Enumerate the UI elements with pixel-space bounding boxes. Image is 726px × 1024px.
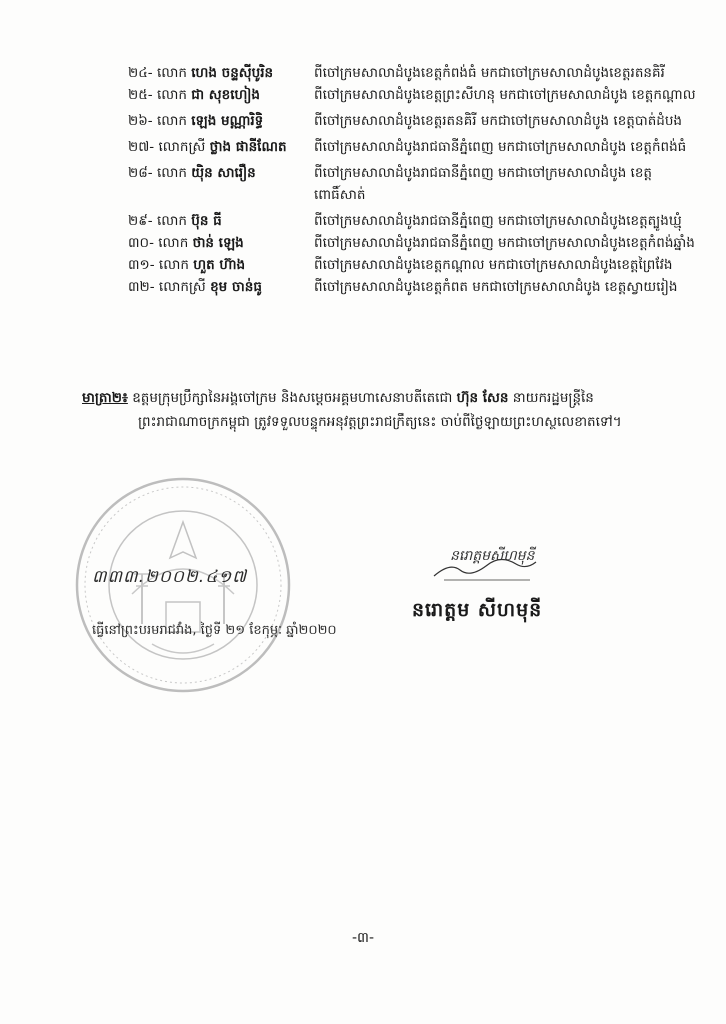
person-name: ថ្លាង ផានីណែត — [209, 139, 287, 155]
list-item: ៣០- លោក ថាន់ ឡេង ពីចៅក្រមសាលាដំបូងរាជធានីភ្នំពេញ មកជាចៅក្រមសាលាដំបូងខេត្តកំពង់ឆ្នាំង — [128, 232, 700, 254]
person-name: ប៊ុន ធី — [191, 213, 222, 229]
list-item: ២៧- លោកស្រី ថ្លាង ផានីណែត ពីចៅក្រមសាលាដំបូងរាជធានីភ្នំពេញ មកជាចៅក្រមសាលាដំបូង ខេត្តកំពង់ធំ — [128, 136, 700, 158]
assignment-text: ពីចៅក្រមសាលាដំបូងខេត្តកំពត មកជាចៅក្រមសាលាដំបូង ខេត្តស្វាយរៀង — [314, 279, 678, 295]
person-name: ហួត ហ៊ាង — [193, 257, 246, 273]
assignment-text: ពីចៅក្រមសាលាដំបូងខេត្តកំពង់ធំ មកជាចៅក្រមសាលាដំបូងខេត្តរតនគិរី — [314, 65, 665, 81]
assignment-text: ពីចៅក្រមសាលាដំបូងខេត្តកណ្តាល មកជាចៅក្រមសាលាដំបូងខេត្តព្រៃវែង — [314, 257, 673, 273]
list-item: ២៤- លោក ហេង ចន្ទសុីបូរិន ពីចៅក្រមសាលាដំបូងខេត្តកំពង់ធំ មកជាចៅក្រមសាលាដំបូងខេត្តរតនគិរី — [128, 62, 700, 84]
article-line-2: ព្រះរាជាណាចក្រកម្ពុជា ត្រូវទទួលបន្ទុកអនុវត្តព្រះរាជក្រឹត្យនេះ ចាប់ពីថ្ងៃឡាយព្រះហស្ថលេខាតទៅ។ — [138, 414, 622, 430]
signature-handwriting: នរោត្តមសីហមុនី — [450, 548, 535, 564]
person-name: ហេង ចន្ទសុីបូរិន — [191, 65, 274, 81]
list-item: ២៩- លោក ប៊ុន ធី ពីចៅក្រមសាលាដំបូងរាជធានីភ្នំពេញ មកជាចៅក្រមសាលាដំបូងខេត្តត្បូងឃ្មុំ — [128, 210, 700, 232]
handwritten-seal-reference: ៣៣៣.២០០២.៤១៧ — [92, 567, 248, 587]
assignment-text: ពីចៅក្រមសាលាដំបូងរាជធានីភ្នំពេញ មកជាចៅក្រមសាលាដំបូង ខេត្តពោធិ៍សាត់ — [314, 165, 652, 203]
list-item: ៣១- លោក ហួត ហ៊ាង ពីចៅក្រមសាលាដំបូងខេត្តកណ្តាល មកជាចៅក្រមសាលាដំបូងខេត្តព្រៃវែង — [128, 254, 700, 276]
place-and-date: ធ្វើនៅព្រះបរមរាជវាំង, ថ្ងៃទី ២១ ខែកុម្ភៈ ឆ្នាំ២០២០ — [92, 623, 337, 638]
page-number: -៣- — [351, 930, 375, 946]
signer-name: នរោត្តម សីហមុនី — [412, 599, 543, 621]
list-item: ២៥- លោក ជា សុខហៀង ពីចៅក្រមសាលាដំបូងខេត្តព្រះសីហនុ មកជាចៅក្រមសាលាដំបូង ខេត្តកណ្តាល — [128, 84, 700, 106]
person-name: ថាន់ ឡេង — [192, 235, 244, 251]
person-name: យុិន សារឿន — [191, 165, 256, 181]
assignment-text: ពីចៅក្រមសាលាដំបូងខេត្តរតនគិរី មកជាចៅក្រមសាលាដំបូង ខេត្តបាត់ដំបង — [314, 113, 682, 129]
appointment-list — [128, 62, 700, 298]
person-name: ខុម ចាន់ធូ — [210, 279, 262, 295]
article-line-1: មាត្រា២៖ ឧត្តមក្រុមប្រឹក្សានៃអង្គចៅក្រម និងសម្តេចអគ្គមហាសេនាបតីតេជោ ហ៊ុន សែន នាយករដ្ឋមន្ត្រីនៃ — [82, 390, 594, 406]
assignment-text: ពីចៅក្រមសាលាដំបូងខេត្តព្រះសីហនុ មកជាចៅក្រមសាលាដំបូង ខេត្តកណ្តាល — [314, 87, 696, 103]
list-item: ៣២- លោកស្រី ខុម ចាន់ធូ ពីចៅក្រមសាលាដំបូងខេត្តកំពត មកជាចៅក្រមសាលាដំបូង ខេត្តស្វាយរៀង — [128, 276, 700, 298]
assignment-text: ពីចៅក្រមសាលាដំបូងរាជធានីភ្នំពេញ មកជាចៅក្រមសាលាដំបូង ខេត្តកំពង់ធំ — [314, 139, 687, 155]
article-2 — [82, 386, 694, 434]
assignment-text: ពីចៅក្រមសាលាដំបូងរាជធានីភ្នំពេញ មកជាចៅក្រមសាលាដំបូងខេត្តកំពង់ឆ្នាំង — [314, 235, 695, 251]
person-name: ឡេង មណ្ណារិទ្ធិ — [191, 113, 264, 129]
list-item: ២៦- លោក ឡេង មណ្ណារិទ្ធិ ពីចៅក្រមសាលាដំបូងខេត្តរតនគិរី មកជាចៅក្រមសាលាដំបូង ខេត្តបាត់ដំបង — [128, 110, 700, 132]
article-label: មាត្រា២៖ — [82, 390, 128, 406]
assignment-text: ពីចៅក្រមសាលាដំបូងរាជធានីភ្នំពេញ មកជាចៅក្រមសាលាដំបូងខេត្តត្បូងឃ្មុំ — [314, 213, 682, 229]
prime-minister-name: ហ៊ុន សែន — [456, 390, 509, 406]
list-item: ២៨- លោក យុិន សារឿន ពីចៅក្រមសាលាដំបូងរាជធានីភ្នំពេញ មកជាចៅក្រមសាលាដំបូង ខេត្តពោធិ៍សាត់ — [128, 162, 700, 206]
person-name: ជា សុខហៀង — [191, 87, 260, 103]
